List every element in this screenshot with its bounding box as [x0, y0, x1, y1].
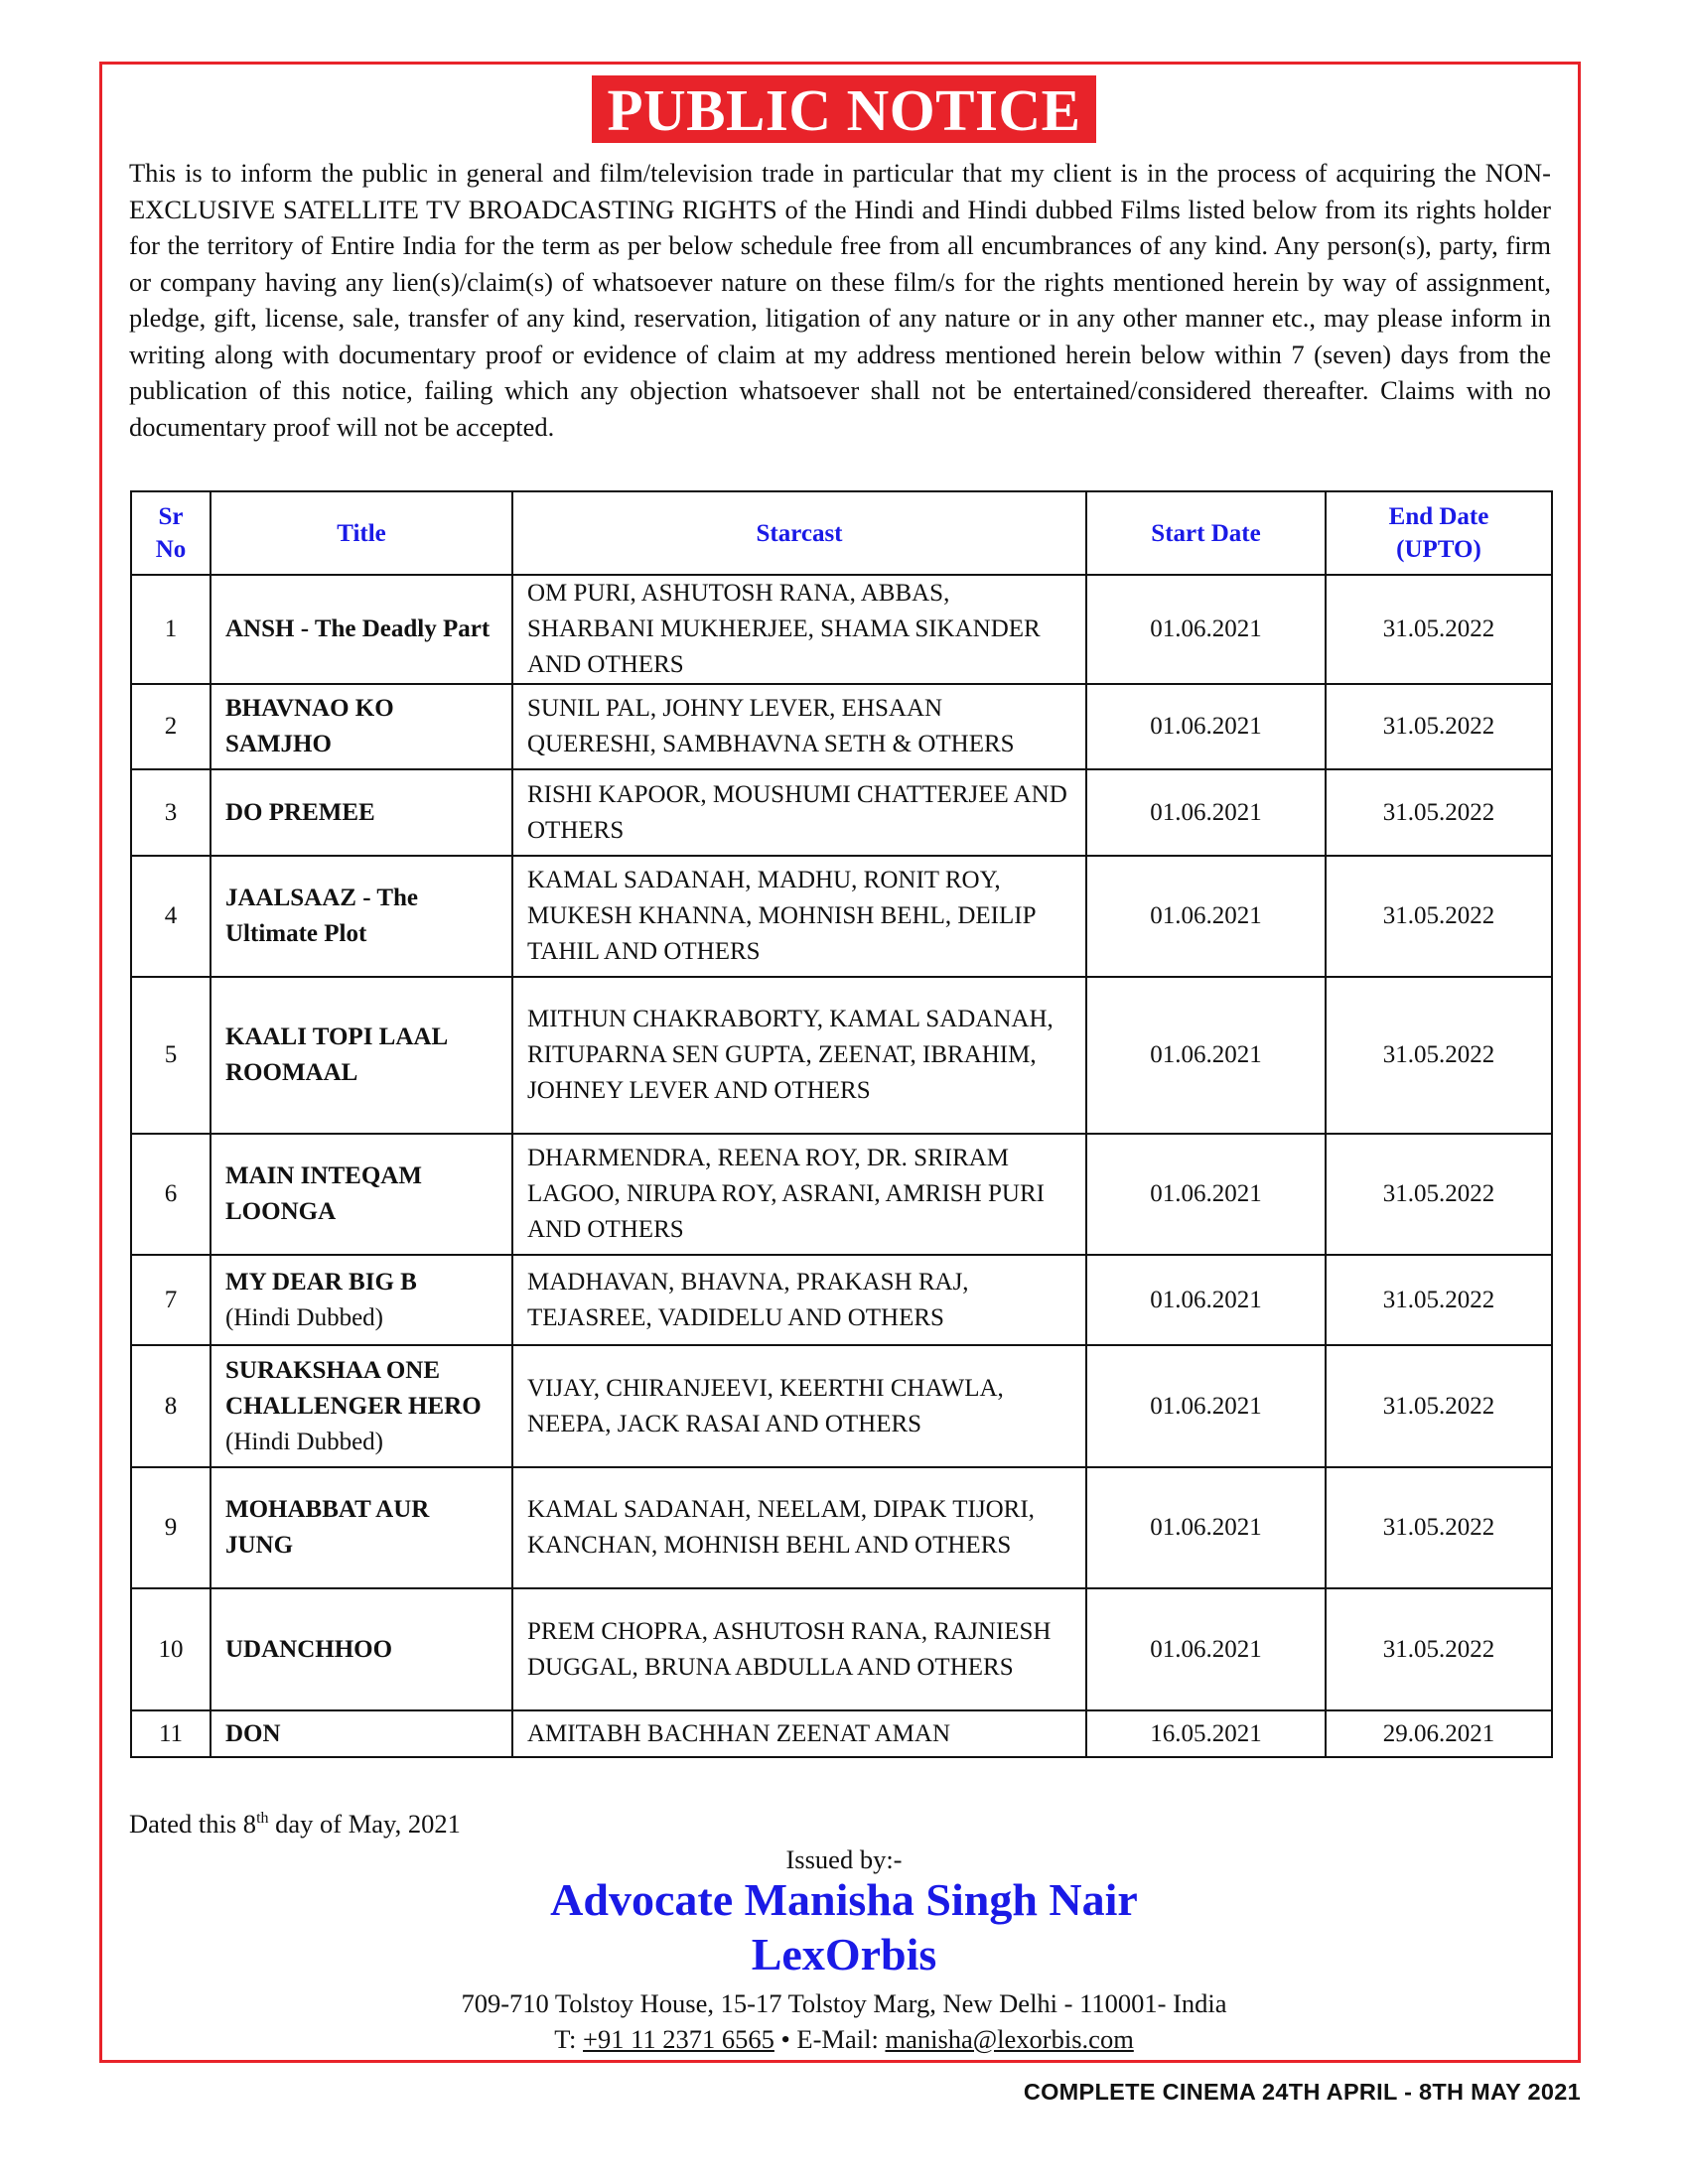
row-sr: 7: [131, 1255, 211, 1345]
header-sr-no: Sr No: [131, 491, 211, 575]
header-start-date: Start Date: [1086, 491, 1326, 575]
table-row: [131, 1467, 1552, 1588]
row-end-date: 31.05.2022: [1326, 856, 1552, 977]
row-starcast: DHARMENDRA, REENA ROY, DR. SRIRAM LAGOO, NIRUPA ROY, ASRANI, AMRISH PURI AND OTHERS: [512, 1134, 1086, 1255]
row-end-date: 31.05.2022: [1326, 575, 1552, 684]
row-start-date: 01.06.2021: [1086, 1588, 1326, 1710]
table-row: [131, 1345, 1552, 1467]
row-title: DO PREMEE: [211, 769, 512, 856]
row-start-date: 01.06.2021: [1086, 575, 1326, 684]
contact-line: T: +91 11 2371 6565 • E-Mail: manisha@lexorbis.com: [554, 2024, 1134, 2054]
row-start-date: 01.06.2021: [1086, 1134, 1326, 1255]
table-row: [131, 1710, 1552, 1757]
row-end-date: 31.05.2022: [1326, 769, 1552, 856]
row-end-date: 31.05.2022: [1326, 1255, 1552, 1345]
table-row: [131, 769, 1552, 856]
publication-footer: COMPLETE CINEMA 24TH APRIL - 8TH MAY 2021: [1023, 2079, 1581, 2105]
row-start-date: 01.06.2021: [1086, 856, 1326, 977]
intro-paragraph: This is to inform the public in general and film/television trade in particular that my client is in the process of acquiring the NON-EXCLUSIVE SATELLITE TV BROADCASTING RIGHTS of the Hindi and Hindi dubbed Films listed below from its rights holder for the territory of Entire India for the term as per below schedule free from all encumbrances of any kind. Any person(s), party, firm or company having any lien(s)/claim(s) of whatsoever nature on these film/s for the rights mentioned herein by way of assignment, pledge, gift, license, sale, transfer of any kind, reservation, litigation of any nature or in any other manner etc., may please inform in writing along with documentary proof or evidence of claim at my address mentioned herein below within 7 (seven) days from the publication of this notice, failing which any objection whatsoever shall not be entertained/considered thereafter. Claims with no documentary proof will not be accepted.: [129, 158, 1551, 442]
row-end-date: 31.05.2022: [1326, 977, 1552, 1134]
row-title: SURAKSHAA ONE CHALLENGER HERO (Hindi Dubbed): [211, 1345, 512, 1467]
row-starcast: OM PURI, ASHUTOSH RANA, ABBAS, SHARBANI MUKHERJEE, SHAMA SIKANDER AND OTHERS: [512, 575, 1086, 684]
row-title: BHAVNAO KO SAMJHO: [211, 684, 512, 769]
row-start-date: 01.06.2021: [1086, 1255, 1326, 1345]
row-start-date: 01.06.2021: [1086, 977, 1326, 1134]
row-title: MY DEAR BIG B (Hindi Dubbed): [211, 1255, 512, 1345]
ordinal-suffix: th: [256, 1810, 269, 1828]
row-start-date: 01.06.2021: [1086, 1345, 1326, 1467]
row-end-date: 31.05.2022: [1326, 1467, 1552, 1588]
table-row: [131, 1255, 1552, 1345]
row-sr: 1: [131, 575, 211, 684]
row-sr: 10: [131, 1588, 211, 1710]
row-end-date: 31.05.2022: [1326, 1588, 1552, 1710]
table-row: [131, 684, 1552, 769]
heading-wrap: [0, 75, 1688, 143]
row-start-date: 01.06.2021: [1086, 769, 1326, 856]
row-starcast: VIJAY, CHIRANJEEVI, KEERTHI CHAWLA, NEEPA, JACK RASAI AND OTHERS: [512, 1345, 1086, 1467]
table-row: [131, 1134, 1552, 1255]
row-sr: 8: [131, 1345, 211, 1467]
email-link[interactable]: manisha@lexorbis.com: [885, 2024, 1134, 2054]
row-title: KAALI TOPI LAAL ROOMAAL: [211, 977, 512, 1134]
row-start-date: 01.06.2021: [1086, 684, 1326, 769]
row-end-date: 29.06.2021: [1326, 1710, 1552, 1757]
issued-by: Issued by:-: [785, 1844, 903, 1874]
row-title: JAALSAAZ - The Ultimate Plot: [211, 856, 512, 977]
row-sr: 11: [131, 1710, 211, 1757]
table-row: [131, 856, 1552, 977]
phone-link[interactable]: +91 11 2371 6565: [583, 2024, 774, 2054]
row-end-date: 31.05.2022: [1326, 1345, 1552, 1467]
row-starcast: KAMAL SADANAH, NEELAM, DIPAK TIJORI, KANCHAN, MOHNISH BEHL AND OTHERS: [512, 1467, 1086, 1588]
row-starcast: KAMAL SADANAH, MADHU, RONIT ROY, MUKESH KHANNA, MOHNISH BEHL, DEILIP TAHIL AND OTHERS: [512, 856, 1086, 977]
row-sr: 2: [131, 684, 211, 769]
header-title: Title: [211, 491, 512, 575]
row-sr: 5: [131, 977, 211, 1134]
advocate-name: Advocate Manisha Singh Nair: [550, 1874, 1138, 1925]
row-start-date: 01.06.2021: [1086, 1467, 1326, 1588]
row-starcast: MITHUN CHAKRABORTY, KAMAL SADANAH, RITUPARNA SEN GUPTA, ZEENAT, IBRAHIM, JOHNEY LEVER AND OTHERS: [512, 977, 1086, 1134]
table-row: [131, 1588, 1552, 1710]
row-starcast: SUNIL PAL, JOHNY LEVER, EHSAAN QUERESHI, SAMBHAVNA SETH & OTHERS: [512, 684, 1086, 769]
dated-line: Dated this 8th day of May, 2021: [129, 1809, 461, 1839]
row-end-date: 31.05.2022: [1326, 1134, 1552, 1255]
row-starcast: AMITABH BACHHAN ZEENAT AMAN: [512, 1710, 1086, 1757]
row-dubbed-note: (Hindi Dubbed): [225, 1428, 383, 1455]
row-starcast: PREM CHOPRA, ASHUTOSH RANA, RAJNIESH DUGGAL, BRUNA ABDULLA AND OTHERS: [512, 1588, 1086, 1710]
row-title: UDANCHHOO: [211, 1588, 512, 1710]
row-sr: 6: [131, 1134, 211, 1255]
public-notice-heading: PUBLIC NOTICE: [592, 75, 1097, 143]
row-title: MAIN INTEQAM LOONGA: [211, 1134, 512, 1255]
table-row: [131, 575, 1552, 684]
header-end-date: End Date (UPTO): [1326, 491, 1552, 575]
row-start-date: 16.05.2021: [1086, 1710, 1326, 1757]
row-starcast: MADHAVAN, BHAVNA, PRAKASH RAJ, TEJASREE, VADIDELU AND OTHERS: [512, 1255, 1086, 1345]
firm-name: LexOrbis: [751, 1929, 937, 1979]
row-end-date: 31.05.2022: [1326, 684, 1552, 769]
row-sr: 4: [131, 856, 211, 977]
row-title: DON: [211, 1710, 512, 1757]
row-starcast: RISHI KAPOOR, MOUSHUMI CHATTERJEE AND OTHERS: [512, 769, 1086, 856]
films-table: [130, 490, 1553, 1758]
header-starcast: Starcast: [512, 491, 1086, 575]
row-sr: 3: [131, 769, 211, 856]
table-header-row: [131, 491, 1552, 575]
row-title: MOHABBAT AUR JUNG: [211, 1467, 512, 1588]
firm-address: 709-710 Tolstoy House, 15-17 Tolstoy Marg, New Delhi - 110001- India: [461, 1988, 1227, 2018]
table-row: [131, 977, 1552, 1134]
row-sr: 9: [131, 1467, 211, 1588]
row-title: ANSH - The Deadly Part: [211, 575, 512, 684]
row-dubbed-note: (Hindi Dubbed): [225, 1303, 383, 1331]
